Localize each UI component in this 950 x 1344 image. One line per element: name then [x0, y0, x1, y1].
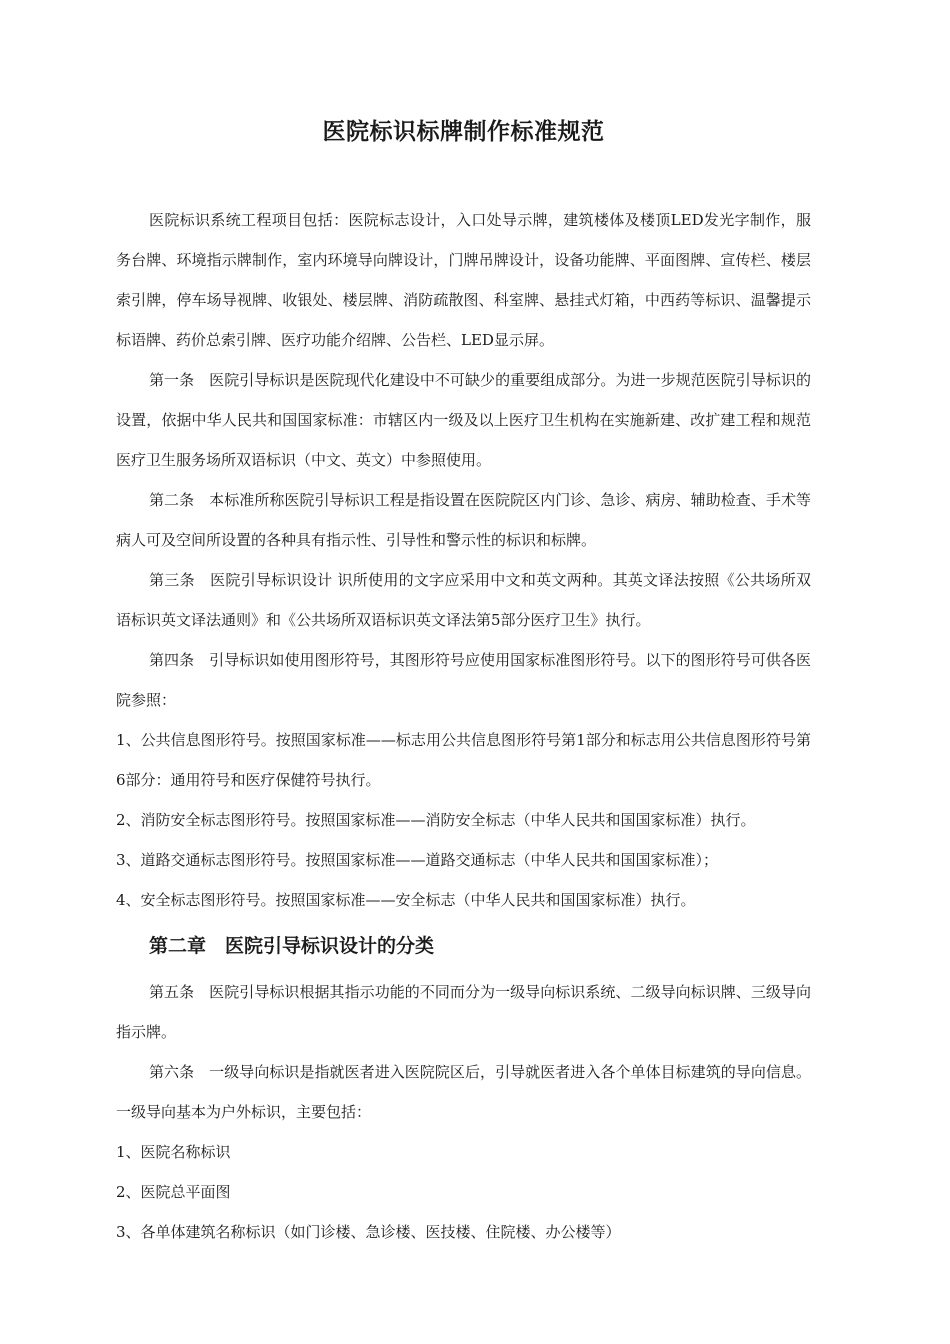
symbol-item-1: 1、公共信息图形符号。按照国家标准——标志用公共信息图形符号第1部分和标志用公共信息图形符号第6部分：通用符号和医疗保健符号执行。 — [116, 731, 811, 789]
chapter-2-heading: 第二章 医院引导标识设计的分类 — [149, 935, 435, 957]
intro-paragraph: 医院标识系统工程项目包括：医院标志设计，入口处导示牌，建筑楼体及楼顶LED发光字制作，服务台牌、环境指示牌制作，室内环境导向牌设计，门牌吊牌设计，设备功能牌、平面图牌、宣传栏、楼层索引牌，停车场导视牌、收银处、楼层牌、消防疏散图、科室牌、悬挂式灯箱，中西药等标识、温馨提示标语牌、药价总索引牌、医疗功能介绍牌、公告栏、LED显示屏。 — [116, 211, 811, 349]
article-5: 第五条 医院引导标识根据其指示功能的不同而分为一级导向标识系统、二级导向标识牌、三级导向指示牌。 — [116, 983, 811, 1041]
article-2: 第二条 本标准所称医院引导标识工程是指设置在医院院区内门诊、急诊、病房、辅助检查、手术等病人可及空间所设置的各种具有指示性、引导性和警示性的标识和标牌。 — [116, 491, 811, 549]
article-6: 第六条 一级导向标识是指就医者进入医院院区后，引导就医者进入各个单体目标建筑的导向信息。一级导向基本为户外标识，主要包括： — [116, 1063, 811, 1121]
article-3: 第三条 医院引导标识设计 识所使用的文字应采用中文和英文两种。其英文译法按照《公共场所双语标识英文译法通则》和《公共场所双语标识英文译法第5部分医疗卫生》执行。 — [116, 571, 811, 629]
article-1: 第一条 医院引导标识是医院现代化建设中不可缺少的重要组成部分。为进一步规范医院引导标识的设置，依据中华人民共和国国家标准：市辖区内一级及以上医疗卫生机构在实施新建、改扩建工程和规范医疗卫生服务场所双语标识（中文、英文）中参照使用。 — [116, 371, 811, 469]
level1-item-1: 1、医院名称标识 — [116, 1143, 231, 1161]
symbol-item-3: 3、道路交通标志图形符号。按照国家标准——道路交通标志（中华人民共和国国家标准）； — [116, 851, 719, 869]
symbol-item-2: 2、消防安全标志图形符号。按照国家标准——消防安全标志（中华人民共和国国家标准）执行。 — [116, 811, 756, 829]
document-title: 医院标识标牌制作标准规范 — [322, 118, 605, 145]
level1-item-3: 3、各单体建筑名称标识（如门诊楼、急诊楼、医技楼、住院楼、办公楼等） — [116, 1223, 621, 1241]
level1-item-2: 2、医院总平面图 — [116, 1183, 231, 1201]
article-4: 第四条 引导标识如使用图形符号，其图形符号应使用国家标准图形符号。以下的图形符号可供各医院参照： — [116, 651, 811, 709]
symbol-item-4: 4、安全标志图形符号。按照国家标准——安全标志（中华人民共和国国家标准）执行。 — [116, 891, 696, 909]
document-page — [116, 112, 811, 1252]
